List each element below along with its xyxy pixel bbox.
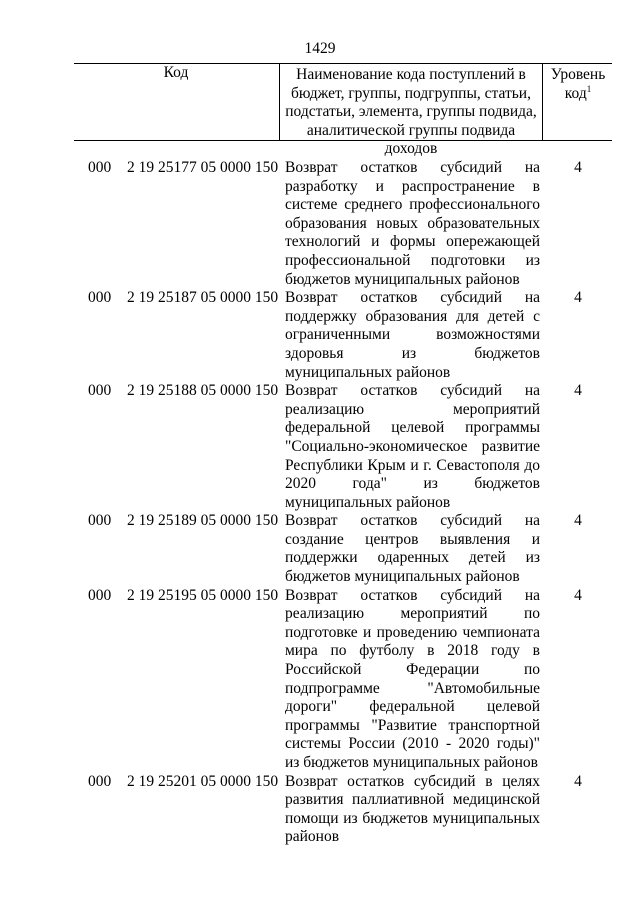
row-prefix: 000 xyxy=(88,159,112,176)
row-code: 2 19 25188 05 0000 150 xyxy=(127,382,279,400)
table-row xyxy=(74,382,612,512)
header-level xyxy=(544,64,612,140)
header-code: Код xyxy=(163,64,189,81)
table-header xyxy=(74,63,612,158)
row-code: 2 19 25201 05 0000 150 xyxy=(127,772,279,790)
table-body xyxy=(74,159,612,847)
row-level: 4 xyxy=(574,159,582,176)
table-row xyxy=(74,289,612,382)
row-name: Возврат остатков субсидий на поддержку образования для детей с ограниченными возможностями здоровья из бюджетов муниципальных районов xyxy=(285,289,540,381)
row-name: Возврат остатков субсидий на реализацию мероприятий федеральной целевой программы "Социально-экономическое развитие Республики Крым и г. Севастополя до 2020 года" из бюджетов муниципальных районов xyxy=(285,382,540,511)
row-name: Возврат остатков субсидий в целях развития паллиативной медицинской помощи из бюджетов муниципальных районов xyxy=(285,772,540,846)
row-code: 2 19 25189 05 0000 150 xyxy=(127,512,279,530)
row-level: 4 xyxy=(574,382,582,400)
header-level-label: Уровень код xyxy=(550,66,606,102)
row-name: Возврат остатков субсидий на создание центров выявления и поддержки одаренных детей из бюджетов муниципальных районов xyxy=(285,512,540,586)
row-prefix: 000 xyxy=(88,772,112,790)
row-prefix: 000 xyxy=(88,586,112,604)
page-number: 1429 xyxy=(304,40,336,57)
row-name: Возврат остатков субсидий на разработку и распространение в системе среднего профессионального образования новых образовательных технологий и формы опережающей профессиональной подготовки из бюджетов муниципальных районов xyxy=(285,159,540,288)
row-level: 4 xyxy=(574,772,582,790)
row-level: 4 xyxy=(574,512,582,530)
row-prefix: 000 xyxy=(88,289,112,307)
table-row xyxy=(74,587,612,773)
table-row xyxy=(74,159,612,289)
row-prefix: 000 xyxy=(88,512,112,530)
header-name: Наименование кода поступлений в бюджет, группы, подгруппы, статьи, подстатьи, элемента, группы подвида, аналитической группы подвида доходов xyxy=(279,64,543,140)
table-row xyxy=(74,512,612,586)
row-name: Возврат остатков субсидий на реализацию мероприятий по подготовке и проведению чемпионата мира по футболу в 2018 году в Российской Федерации по подпрограмме "Автомобильные дороги" федеральной целевой программы "Развитие транспортной системы России (2010 - 2020 годы)" из бюджетов муниципальных районов xyxy=(285,586,540,771)
row-level: 4 xyxy=(574,586,582,604)
row-code: 2 19 25187 05 0000 150 xyxy=(127,289,279,307)
row-level: 4 xyxy=(574,289,582,307)
row-code: 2 19 25195 05 0000 150 xyxy=(127,586,279,604)
header-level-footnote: 1 xyxy=(586,83,592,94)
row-code: 2 19 25177 05 0000 150 xyxy=(127,159,279,176)
table-row xyxy=(74,773,612,847)
row-prefix: 000 xyxy=(88,382,112,400)
